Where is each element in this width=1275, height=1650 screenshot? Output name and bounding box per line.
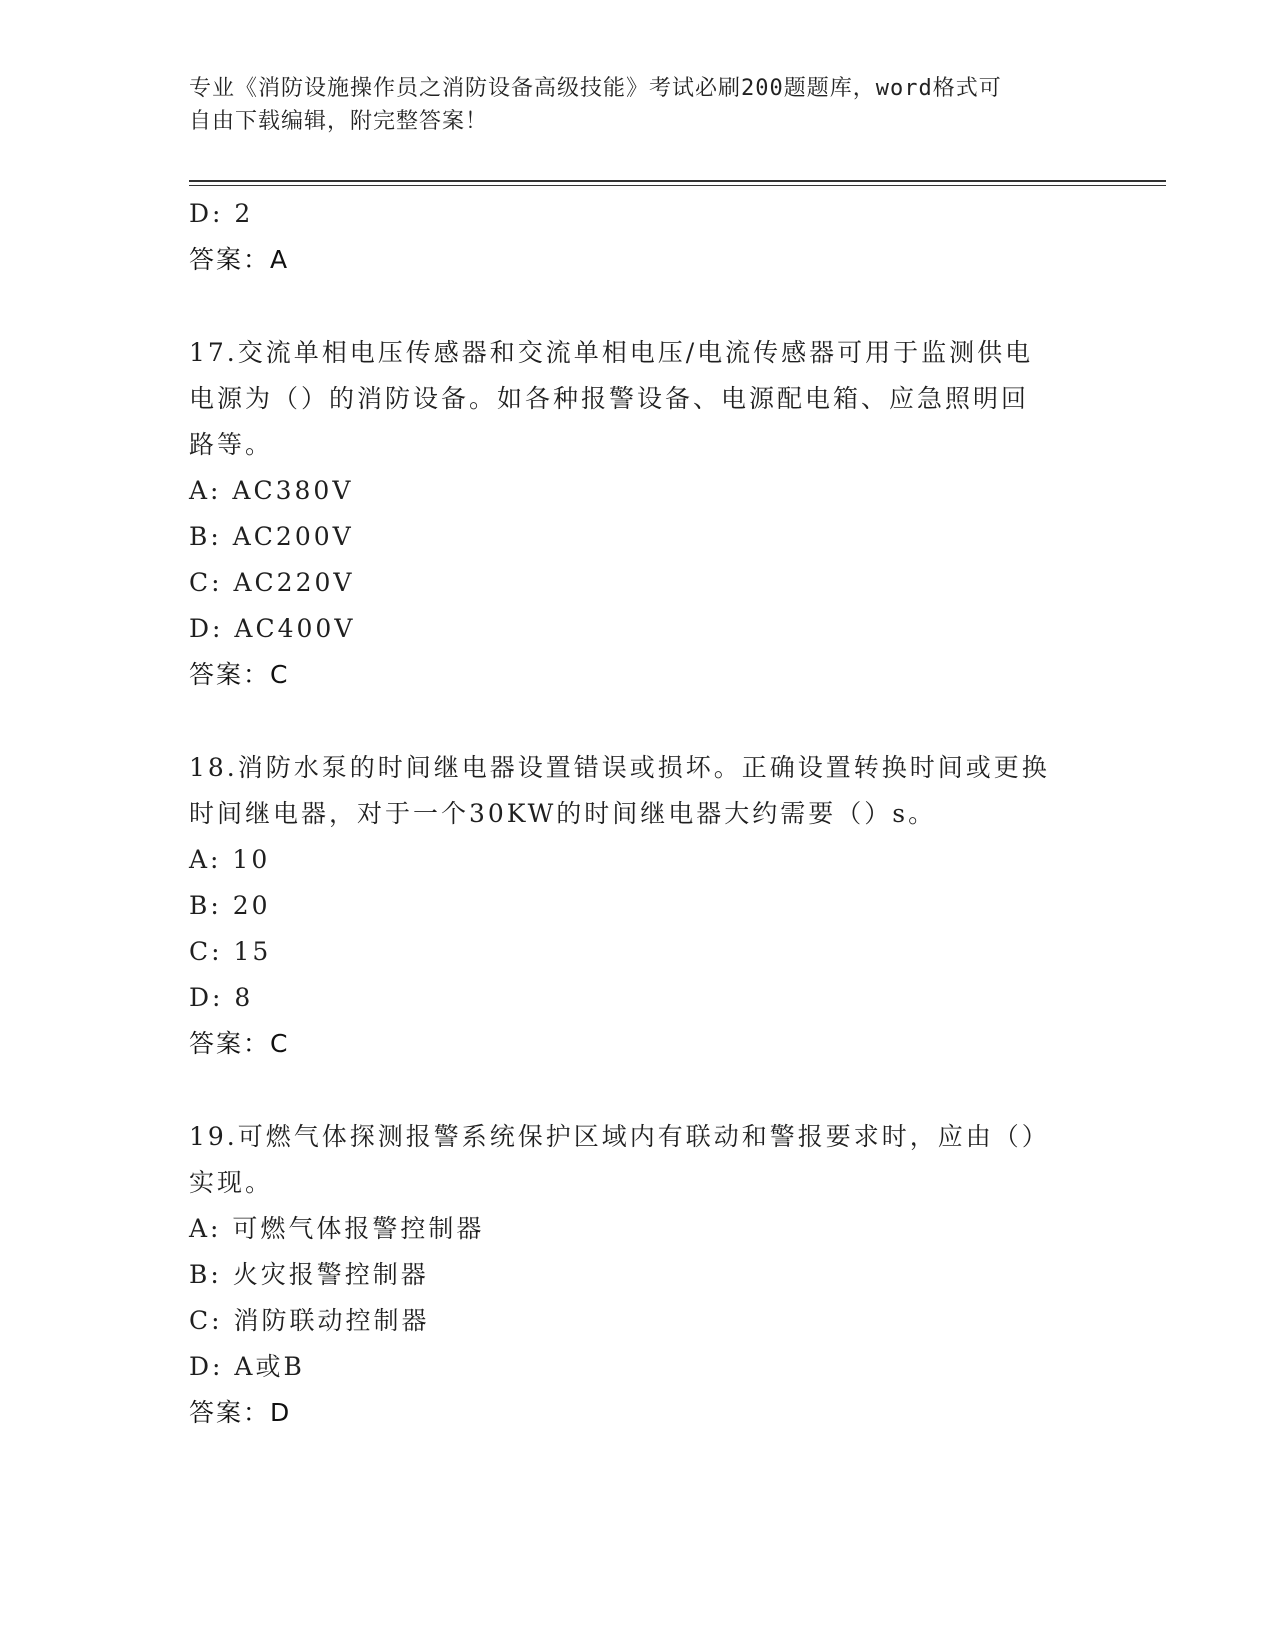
option-b: B: AC200V [189,522,354,551]
page-header [189,72,1069,138]
question-stem-line: 时间继电器，对于一个30KW的时间继电器大约需要（）s。 [189,799,937,828]
spacer [189,1067,1089,1114]
header-line-2: 自由下载编辑，附完整答案！ [189,109,489,134]
question-stem-line: 路等。 [189,430,274,459]
option-d: D: AC400V [189,614,356,643]
option-b: B: 20 [189,891,271,920]
spacer [189,283,1089,330]
answer-line: 答案：C [189,1029,290,1058]
header-line-1: 专业《消防设施操作员之消防设备高级技能》考试必刷200题题库，word格式可 [189,76,1002,101]
spacer [189,698,1089,745]
header-divider-thin [189,185,1166,186]
question-stem-line: 实现。 [189,1168,274,1197]
question-stem-line: 电源为（）的消防设备。如各种报警设备、电源配电箱、应急照明回 [189,384,1030,413]
option-d: D: A或B [189,1352,305,1381]
answer-line: 答案：A [189,245,290,274]
option-a: A: 可燃气体报警控制器 [189,1214,485,1243]
header-divider-thick [189,180,1166,182]
option-a: A: 10 [189,845,271,874]
question-17 [189,330,1089,698]
question-18 [189,745,1089,1067]
option-c: C: 15 [189,937,272,966]
option-a: A: AC380V [189,476,354,505]
question-stem-line: 18.消防水泵的时间继电器设置错误或损坏。正确设置转换时间或更换 [189,753,1050,782]
document-body [189,191,1089,1436]
answer-line: 答案：D [189,1398,292,1427]
option-c: C: AC220V [189,568,355,597]
question-stem-line: 19.可燃气体探测报警系统保护区域内有联动和警报要求时，应由（） [189,1122,1050,1151]
question-stem-line: 17.交流单相电压传感器和交流单相电压/电流传感器可用于监测供电 [189,338,1034,367]
option-b: B: 火灾报警控制器 [189,1260,429,1289]
previous-question-tail [189,191,1089,283]
option-d: D: 8 [189,983,254,1012]
question-19 [189,1114,1089,1436]
option-c: C: 消防联动控制器 [189,1306,430,1335]
option-d: D: 2 [189,199,254,228]
answer-line: 答案：C [189,660,290,689]
